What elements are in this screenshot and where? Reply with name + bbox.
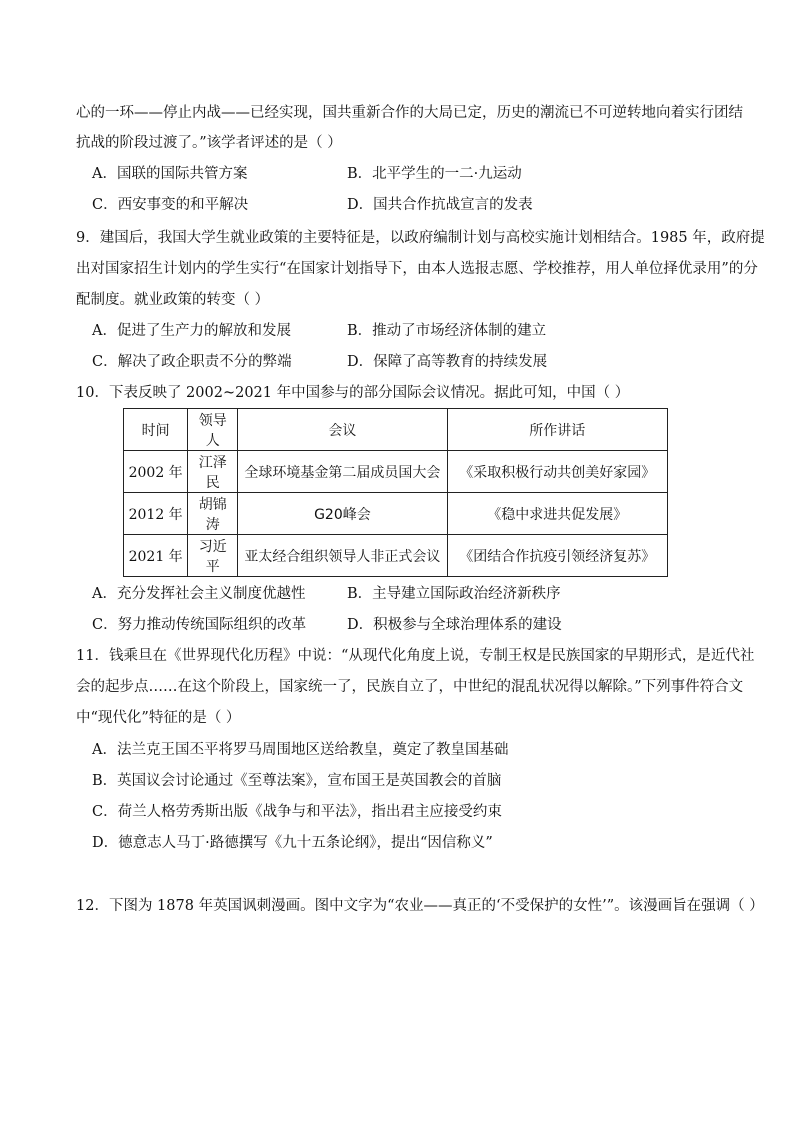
- table-cell: G20峰会: [238, 493, 447, 535]
- q9-stem-line1: 9．建国后，我国大学生就业政策的主要特征是，以政府编制计划与高校实施计划相结合。1985 年，政府提: [76, 230, 765, 246]
- q8-stem-line2: 抗战的阶段过渡了。”该学者评述的是（ ）: [76, 135, 342, 151]
- table-cell: 2002 年: [124, 451, 188, 493]
- q10-option-b: B．主导建立国际政治经济新秩序: [347, 586, 561, 602]
- table-cell: 《团结合作抗疫引领经济复苏》: [447, 535, 667, 577]
- table-header-row: [124, 409, 668, 451]
- table-header-cell: 领导人: [188, 409, 238, 451]
- table-cell: 全球环境基金第二届成员国大会: [238, 451, 447, 493]
- table-header-cell: 所作讲话: [447, 409, 667, 451]
- q10-option-c: C．努力推动传统国际组织的改革: [92, 617, 307, 633]
- q12-stem: 12．下图为 1878 年英国讽刺漫画。图中文字为“农业——真正的‘不受保护的女性’”。该漫画旨在强调（ ）: [76, 898, 764, 914]
- table-cell: 2021 年: [124, 535, 188, 577]
- q8-option-a: A．国联的国际共管方案: [92, 166, 248, 182]
- q9-option-d: D．保障了高等教育的持续发展: [347, 354, 548, 370]
- table-cell: 亚太经合组织领导人非正式会议: [238, 535, 447, 577]
- q11-option-c: C．荷兰人格劳秀斯出版《战争与和平法》，指出君主应接受约束: [92, 804, 502, 820]
- q8-option-c: C．西安事变的和平解决: [92, 197, 249, 213]
- table-row: [124, 535, 668, 577]
- q9-option-a: A．促进了生产力的解放和发展: [92, 323, 291, 339]
- table-cell: 江泽民: [188, 451, 238, 493]
- table-row: [124, 493, 668, 535]
- q11-option-d: D．德意志人马丁·路德撰写《九十五条论纲》，提出“因信称义”: [92, 835, 493, 851]
- table-cell: 习近平: [188, 535, 238, 577]
- table-header-cell: 会议: [238, 409, 447, 451]
- table-row: [124, 451, 668, 493]
- q11-stem-line2: 会的起步点……在这个阶段上，国家统一了，民族自立了，中世纪的混乱状况得以解除。”下列事件符合文: [76, 679, 744, 695]
- q8-option-b: B．北平学生的一二·九运动: [347, 166, 522, 182]
- conference-table: [123, 408, 668, 577]
- q9-option-b: B．推动了市场经济体制的建立: [347, 323, 547, 339]
- q9-option-c: C．解决了政企职责不分的弊端: [92, 354, 292, 370]
- table-header-cell: 时间: [124, 409, 188, 451]
- table-cell: 胡锦涛: [188, 493, 238, 535]
- q10-option-a: A．充分发挥社会主义制度优越性: [92, 586, 306, 602]
- q8-stem-line1: 心的一环——停止内战——已经实现，国共重新合作的大局已定，历史的潮流已不可逆转地向着实行团结: [76, 105, 743, 121]
- q9-stem-line3: 配制度。就业政策的转变（ ）: [76, 292, 270, 308]
- q11-stem-line3: 中“现代化”特征的是（ ）: [76, 710, 241, 726]
- table-cell: 《稳中求进共促发展》: [447, 493, 667, 535]
- q11-option-a: A．法兰克王国丕平将罗马周围地区送给教皇，奠定了教皇国基础: [92, 742, 509, 758]
- table-cell: 2012 年: [124, 493, 188, 535]
- q9-stem-line2: 出对国家招生计划内的学生实行“在国家计划指导下，由本人选报志愿、学校推荐，用人单位择优录用”的分: [76, 261, 758, 277]
- q10-option-d: D．积极参与全球治理体系的建设: [347, 617, 562, 633]
- q11-stem-line1: 11．钱乘旦在《世界现代化历程》中说：“从现代化角度上说，专制王权是民族国家的早期形式，是近代社: [76, 648, 755, 664]
- table-cell: 《采取积极行动共创美好家园》: [447, 451, 667, 493]
- q11-option-b: B．英国议会讨论通过《至尊法案》，宣布国王是英国教会的首脑: [92, 773, 502, 789]
- q8-option-d: D．国共合作抗战宣言的发表: [347, 197, 533, 213]
- q10-stem: 10．下表反映了 2002~2021 年中国参与的部分国际会议情况。据此可知，中国（ ）: [76, 385, 630, 401]
